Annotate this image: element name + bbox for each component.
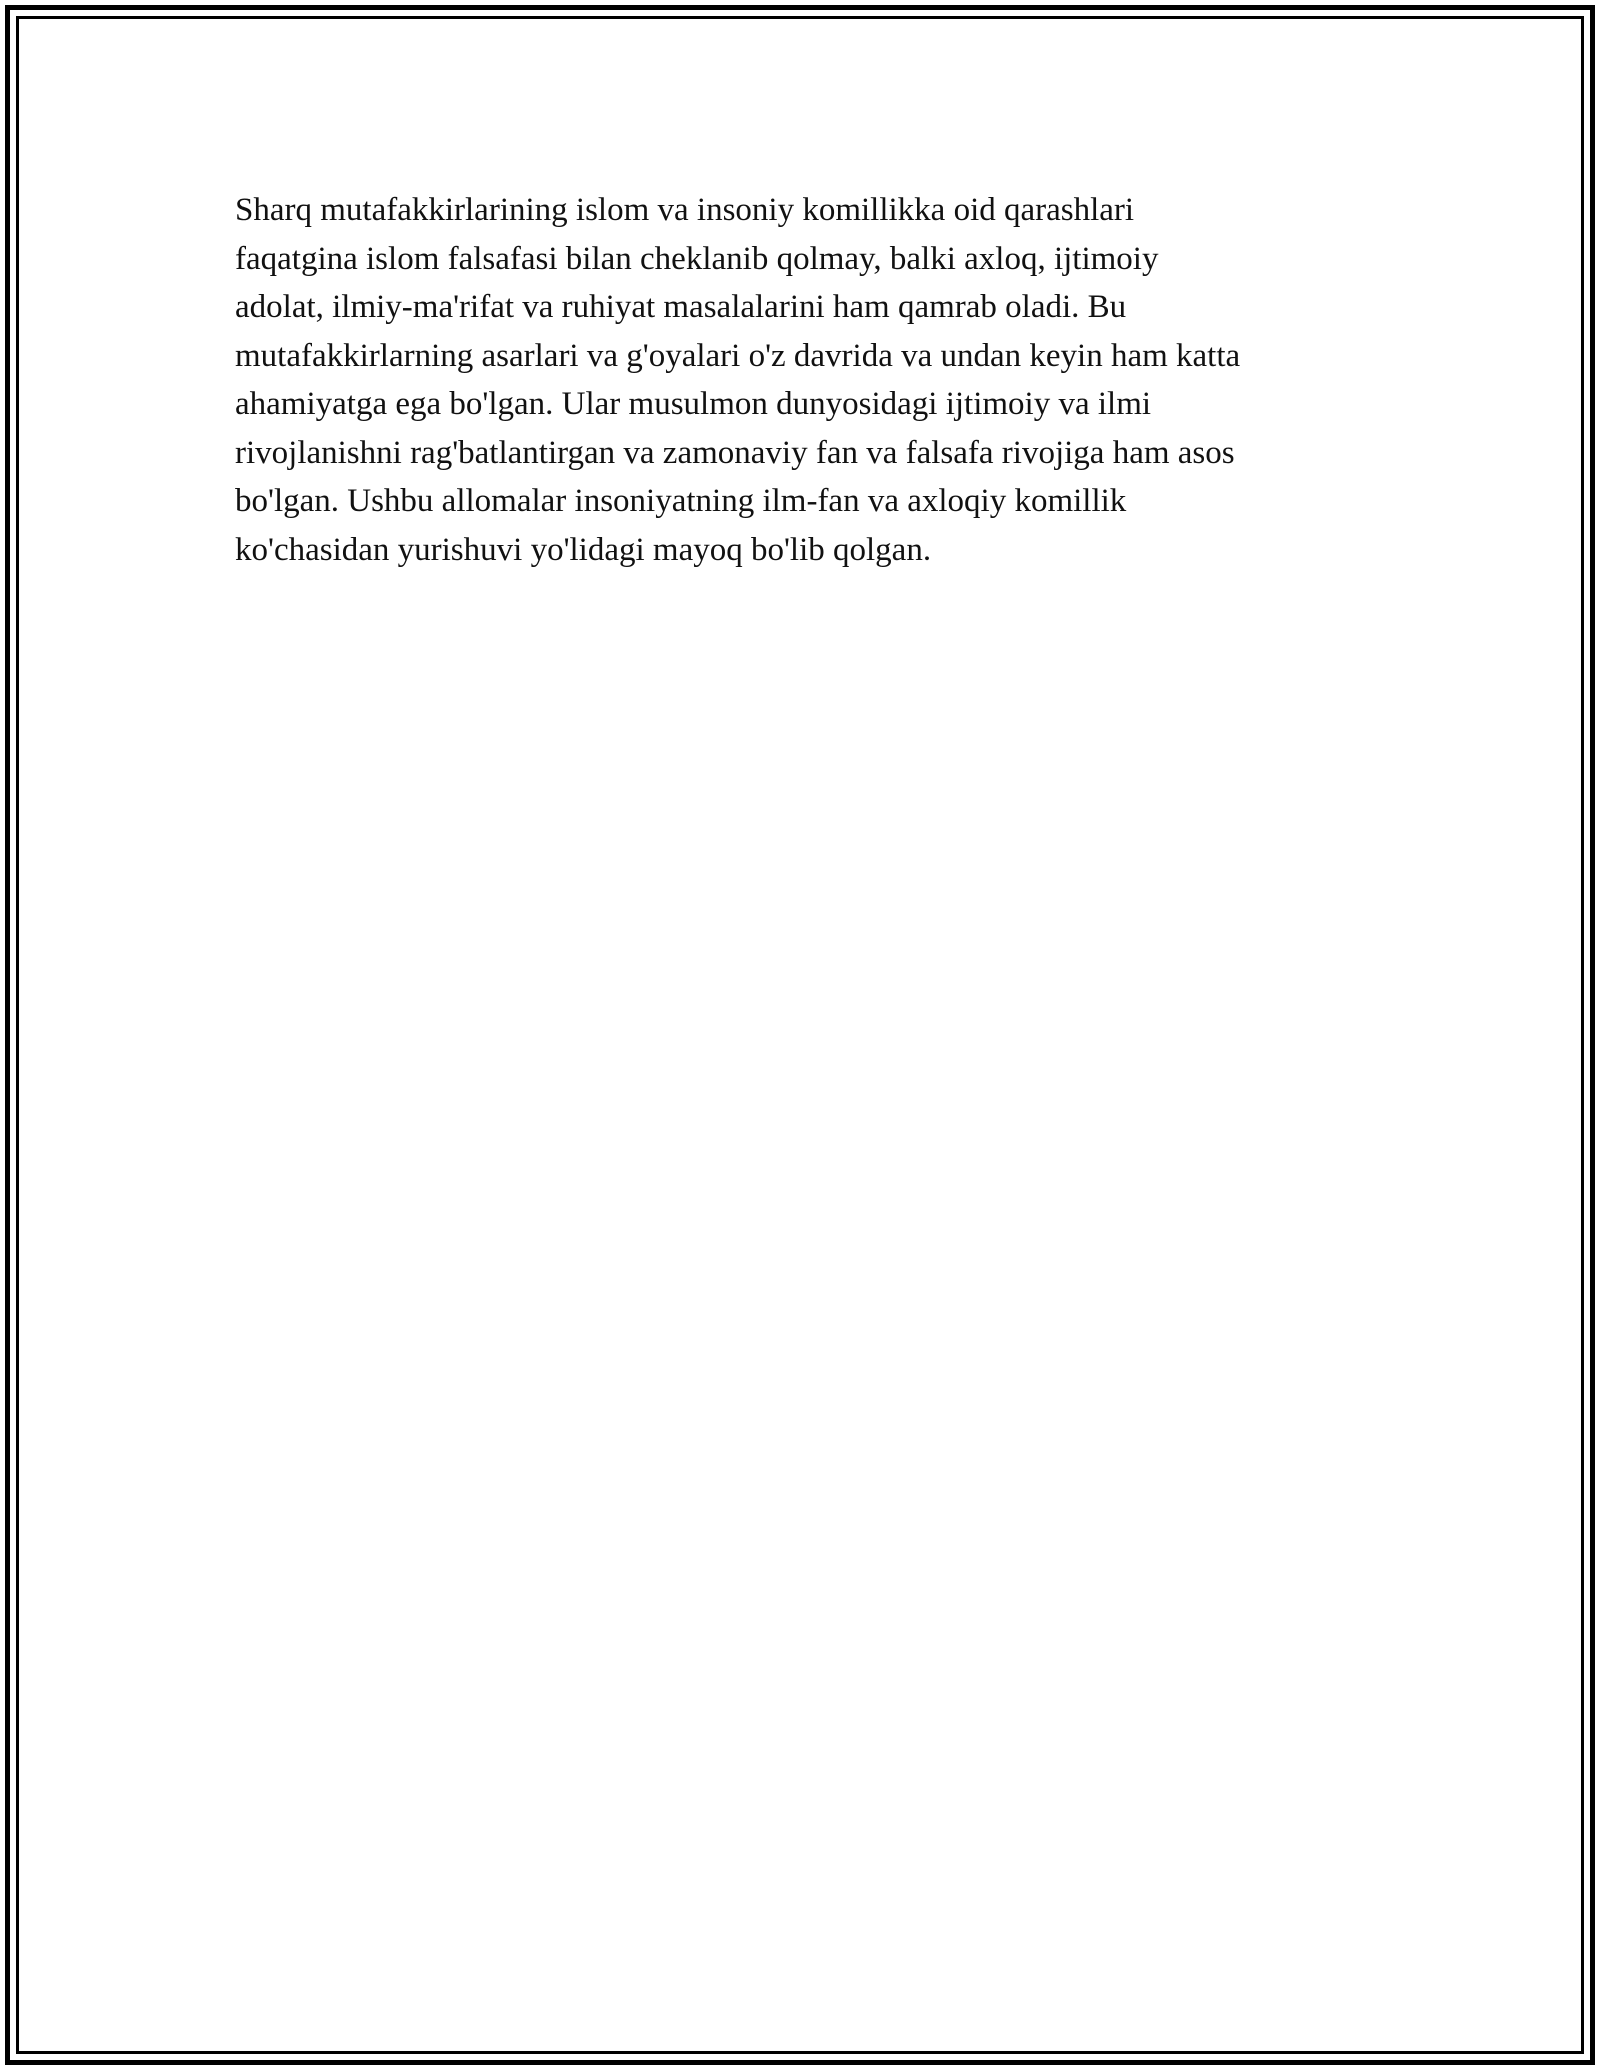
paragraph-line: Sharq mutafakkirlarining islom va insoniy komillikka oid qarashlari [235, 192, 1135, 228]
paragraph-line: adolat, ilmiy-ma'rifat va ruhiyat masalalarini ham qamrab oladi. Bu [235, 289, 1127, 325]
paragraph-line: ahamiyatga ega bo'lgan. Ular musulmon dunyosidagi ijtimoiy va ilmi [235, 386, 1152, 422]
body-paragraph [235, 186, 1240, 574]
paragraph-line: mutafakkirlarning asarlari va g'oyalari o'z davrida va undan keyin ham katta [235, 337, 1241, 374]
paragraph-line: faqatgina islom falsafasi bilan cheklanib qolmay, balki axloq, ijtimoiy [235, 240, 1159, 277]
paragraph-line: rivojlanishni rag'batlantirgan va zamonaviy fan va falsafa rivojiga ham asos [235, 434, 1235, 471]
paragraph-line: ko'chasidan yurishuvi yo'lidagi mayoq bo'lib qolgan. [235, 531, 932, 568]
paragraph-line: bo'lgan. Ushbu allomalar insoniyatning ilm-fan va axloqiy komillik [235, 483, 1127, 519]
